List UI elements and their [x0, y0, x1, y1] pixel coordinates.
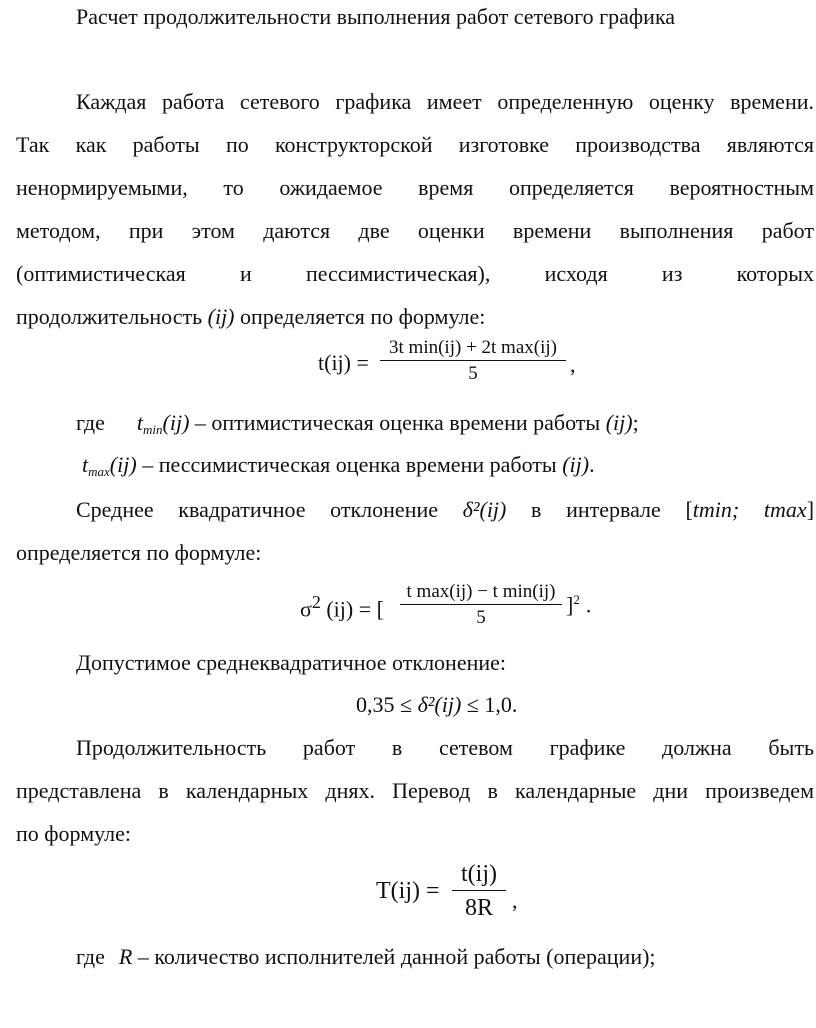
formula-4-denominator: 8R [464, 895, 493, 921]
calendar-line-3: по формуле: [16, 821, 132, 846]
document-title: Расчет продолжительности выполнения работ сетевого графика [76, 4, 676, 29]
formula-1-numerator: 3t min(ij) + 2t max(ij) [380, 336, 566, 361]
deviation-line-1: Среднее квадратичное отклонение δ²(ij) в интервале [tmin; tmax] [76, 497, 815, 522]
paragraph-intro [16, 80, 814, 338]
formula-1-fraction [380, 336, 566, 387]
where-tmax-line: $t_{max}(ij)$ – пессимистическая оценка времени работы (ij). [82, 452, 595, 479]
formula-2-fraction [400, 580, 562, 631]
paragraph-calendar [16, 726, 814, 855]
formula-4-lhs: T(ij) = [376, 878, 440, 904]
paragraph-deviation [16, 488, 814, 574]
formula-3: 0,35 ≤ δ²(ij) ≤ 1,0. [356, 692, 518, 717]
formula-2-lhs: $\sigma^2$ (ij) = [ [300, 592, 384, 622]
deviation-line-2: определяется по формуле: [16, 540, 262, 565]
allowed-deviation-line: Допустимое среднеквадратичное отклонение: [76, 650, 507, 675]
formula-4-numerator: t(ij) [452, 858, 506, 891]
formula-2-close: ]$^2$ . [566, 592, 592, 618]
intro-line-2: Так как работы по конструкторской изготовке производства являются [16, 132, 814, 157]
intro-line-1: Каждая работа сетевого графика имеет определенную оценку времени. [76, 89, 814, 114]
calendar-line-1: Продолжительность работ в сетевом графике должна быть [76, 735, 814, 760]
intro-line-6: продолжительность (ij) определяется по формуле: [16, 304, 486, 329]
formula-1-denominator: 5 [468, 363, 478, 384]
intro-line-3: ненормируемыми, то ожидаемое время определяется вероятностным [16, 175, 814, 200]
formula-4-comma: , [512, 888, 518, 913]
formula-1-lhs: t(ij) = [318, 350, 369, 375]
intro-line-5: (оптимистическая и пессимистическая), исходя из которых [16, 261, 814, 286]
formula-2-numerator: t max(ij) − t min(ij) [400, 580, 562, 605]
calendar-line-2: представлена в календарных днях. Перевод в календарные дни произведем [16, 778, 814, 803]
formula-2-denominator: 5 [476, 607, 486, 628]
where-r-line: где R – количество исполнителей данной работы (операции); [76, 944, 656, 969]
formula-4-fraction [452, 858, 506, 925]
where-tmin-line: где $t_{min}(ij)$ – оптимистическая оценка времени работы (ij); [76, 410, 639, 437]
formula-1-comma: , [570, 352, 576, 377]
intro-line-4: методом, при этом даются две оценки времени выполнения работ [16, 218, 814, 243]
